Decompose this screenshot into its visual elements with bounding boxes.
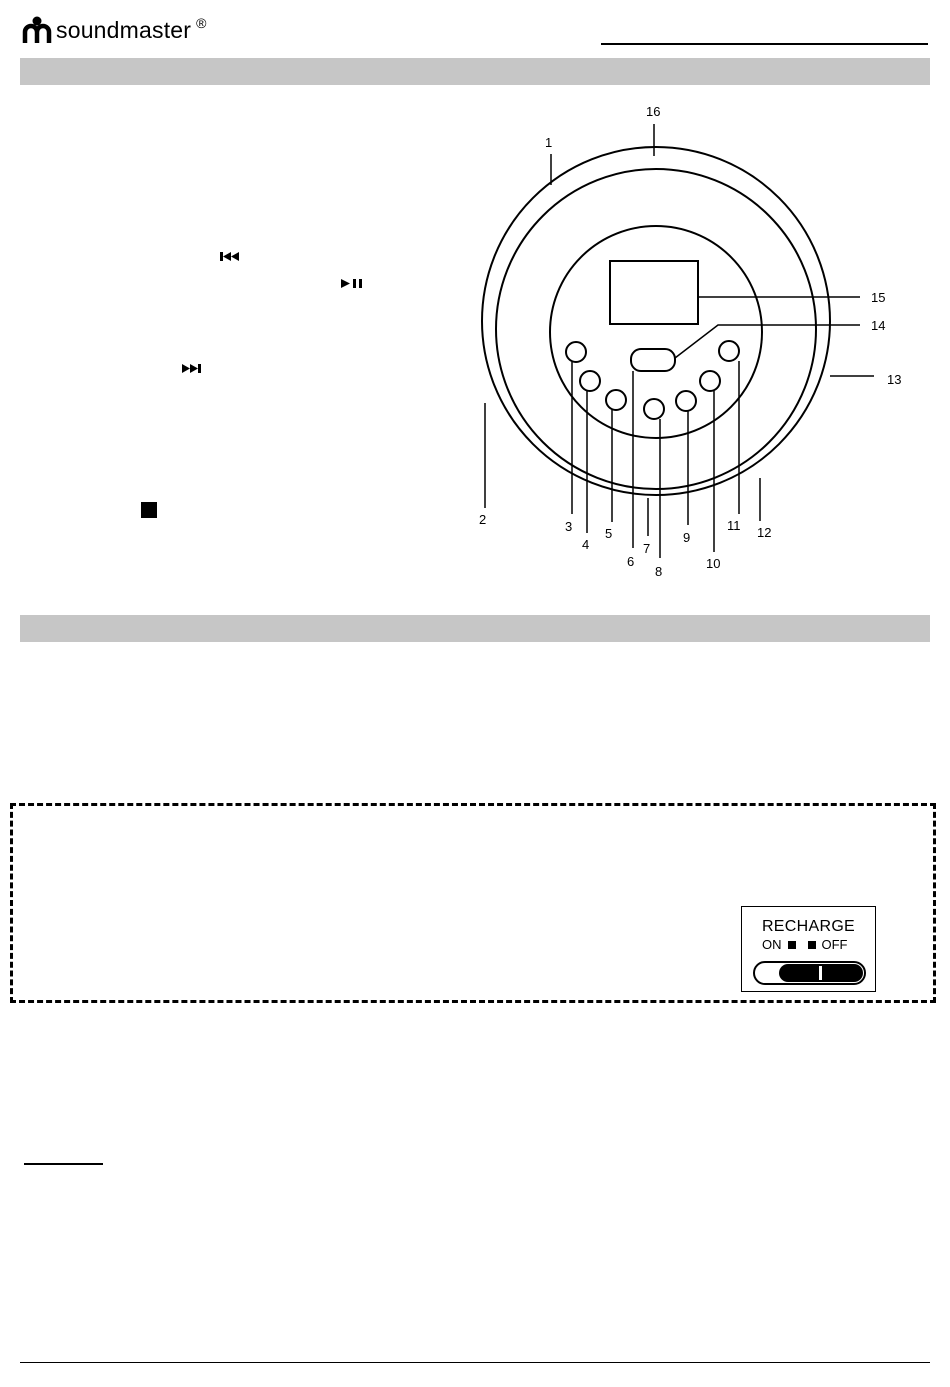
device-diagram <box>440 90 920 590</box>
section-header-controls <box>20 58 930 85</box>
recharge-states <box>762 937 848 952</box>
button-5 <box>606 390 626 410</box>
on-marker-icon <box>788 941 796 949</box>
callout-15: 15 <box>871 290 886 305</box>
section-header-power <box>20 615 930 642</box>
brand-logo <box>22 14 207 46</box>
middle-ring <box>496 169 816 489</box>
soundmaster-logo-icon <box>22 15 52 45</box>
callout-13: 13 <box>887 372 902 387</box>
callout-5: 5 <box>605 526 613 541</box>
button-9 <box>676 391 696 411</box>
play-pause-icon <box>340 278 364 289</box>
recharge-switch-knob <box>779 964 863 982</box>
stop-icon <box>141 502 157 518</box>
button-10 <box>700 371 720 391</box>
button-11 <box>719 341 739 361</box>
callout-11: 11 <box>727 518 741 533</box>
outer-ring <box>482 147 830 495</box>
skip-back-icon <box>219 251 241 262</box>
off-marker-icon <box>808 941 816 949</box>
recharge-switch-illustration <box>741 906 876 992</box>
callout-4: 4 <box>582 537 590 552</box>
brand-name: soundmaster <box>56 16 192 43</box>
button-3 <box>566 342 586 362</box>
switch-grip-icon <box>819 966 822 980</box>
callout-2: 2 <box>479 512 487 527</box>
callout-1: 1 <box>545 135 553 150</box>
registered-mark: ® <box>196 15 207 31</box>
callout-9: 9 <box>683 530 691 545</box>
callout-10: 10 <box>706 556 721 571</box>
callout-7: 7 <box>643 541 651 556</box>
footer-rule <box>20 1362 930 1363</box>
skip-forward-icon <box>180 363 202 374</box>
button-8 <box>644 399 664 419</box>
callout-6: 6 <box>627 554 635 569</box>
callout-3: 3 <box>565 519 573 534</box>
callout-8: 8 <box>655 564 663 579</box>
header-rule <box>601 43 928 45</box>
recharge-off-label: OFF <box>821 937 848 952</box>
recharge-switch-track <box>753 961 866 985</box>
subheading-underline <box>24 1163 103 1165</box>
display-screen <box>610 261 698 324</box>
callout-14: 14 <box>871 318 886 333</box>
callout-16: 16 <box>646 104 661 119</box>
callout-12: 12 <box>757 525 772 540</box>
recharge-title: RECHARGE <box>761 918 856 935</box>
button-4 <box>580 371 600 391</box>
inner-panel <box>550 226 762 438</box>
center-button <box>631 349 675 371</box>
recharge-on-label: ON <box>762 937 782 952</box>
